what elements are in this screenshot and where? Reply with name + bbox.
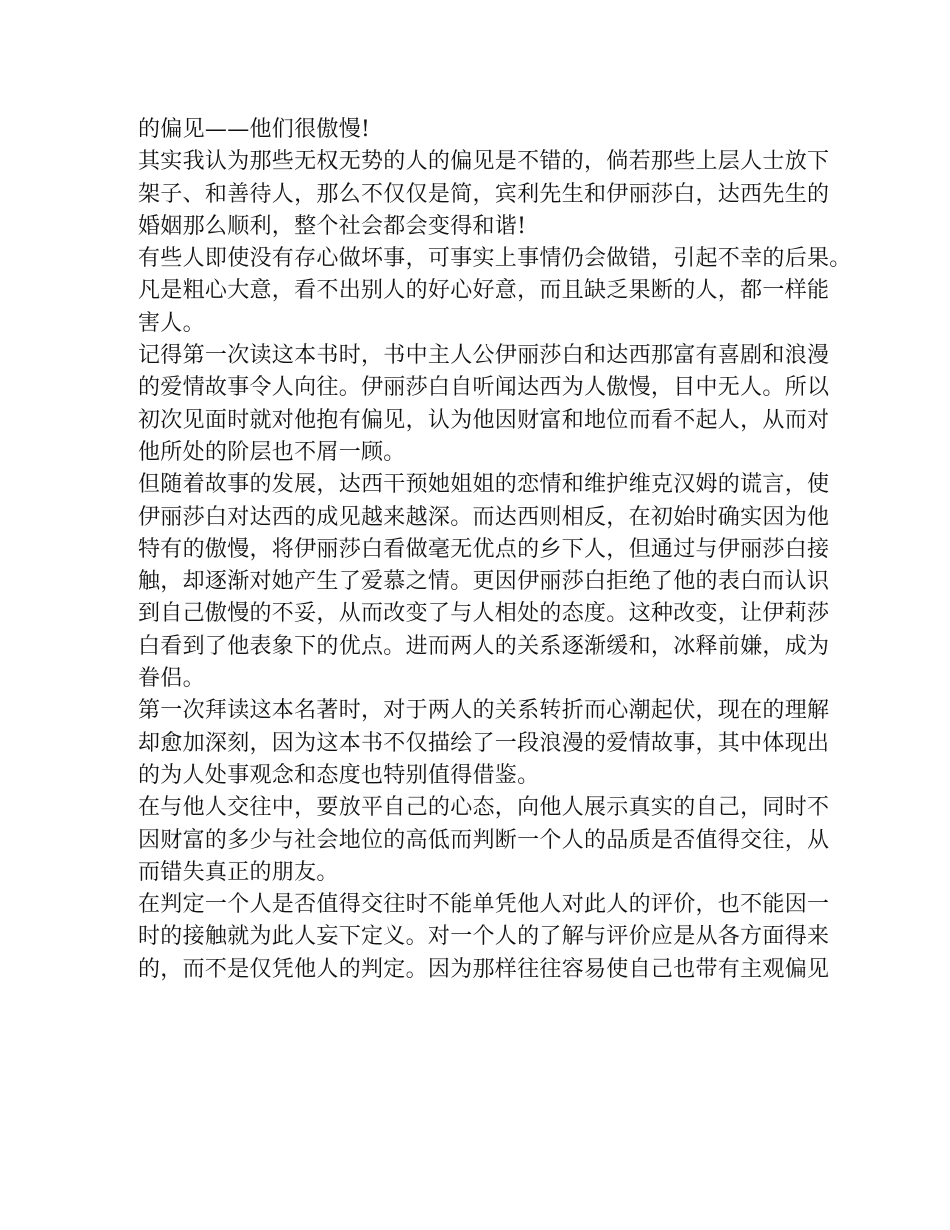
- text-line: 婚姻那么顺利，整个社会都会变得和谐!: [138, 213, 527, 239]
- text-line: 凡是粗心大意，看不出别人的好心好意，而且缺乏果断的人，都一样能: [138, 278, 830, 304]
- text-line: 第一次拜读这本名著时，对于两人的关系转折而心潮起伏，现在的理解: [138, 698, 830, 724]
- text-line: 架子、和善待人，那么不仅仅是简，宾利先生和伊丽莎白，达西先生的: [138, 181, 830, 207]
- text-line: 在与他人交往中，要放平自己的心态，向他人展示真实的自己，同时不: [138, 795, 830, 821]
- text-line: 白看到了他表象下的优点。进而两人的关系逐渐缓和，冰释前嫌，成为: [138, 633, 830, 659]
- text-line: 时的接触就为此人妄下定义。对一个人的了解与评价应是从各方面得来: [138, 924, 830, 950]
- text-line: 眷侣。: [138, 666, 205, 692]
- text-line: 记得第一次读这本书时，书中主人公伊丽莎白和达西那富有喜剧和浪漫: [138, 343, 830, 369]
- text-line: 到自己傲慢的不妥，从而改变了与人相处的态度。这种改变，让伊莉莎: [138, 601, 830, 627]
- text-line: 初次见面时就对他抱有偏见，认为他因财富和地位而看不起人，从而对: [138, 407, 830, 433]
- text-line: 的偏见——他们很傲慢!: [138, 117, 371, 142]
- text-line: 而错失真正的朋友。: [138, 859, 339, 885]
- text-line: 有些人即使没有存心做坏事，可事实上事情仍会做错，引起不幸的后果。: [138, 246, 852, 272]
- text-line: 的为人处事观念和态度也特别值得借鉴。: [138, 762, 540, 788]
- text-line: 因财富的多少与社会地位的高低而判断一个人的品质是否值得交往，从: [138, 827, 830, 853]
- text-line: 但随着故事的发展，达西干预她姐姐的恋情和维护维克汉姆的谎言，使: [138, 472, 830, 498]
- text-line: 的，而不是仅凭他人的判定。因为那样往往容易使自己也带有主观偏见: [138, 956, 830, 982]
- document-body-text: [138, 114, 852, 986]
- text-line: 伊丽莎白对达西的成见越来越深。而达西则相反，在初始时确实因为他: [138, 504, 830, 530]
- text-line: 他所处的阶层也不屑一顾。: [138, 439, 406, 465]
- text-line: 特有的傲慢，将伊丽莎白看做毫无优点的乡下人，但通过与伊丽莎白接: [138, 536, 830, 562]
- text-line: 触，却逐渐对她产生了爱慕之情。更因伊丽莎白拒绝了他的表白而认识: [138, 569, 830, 595]
- text-line: 害人。: [138, 310, 205, 336]
- text-line: 其实我认为那些无权无势的人的偏见是不错的，倘若那些上层人士放下: [138, 149, 830, 175]
- text-line: 的爱情故事令人向往。伊丽莎白自听闻达西为人傲慢，目中无人。所以: [138, 375, 830, 401]
- text-line: 却愈加深刻，因为这本书不仅描绘了一段浪漫的爱情故事，其中体现出: [138, 730, 830, 756]
- text-line: 在判定一个人是否值得交往时不能单凭他人对此人的评价，也不能因一: [138, 892, 830, 918]
